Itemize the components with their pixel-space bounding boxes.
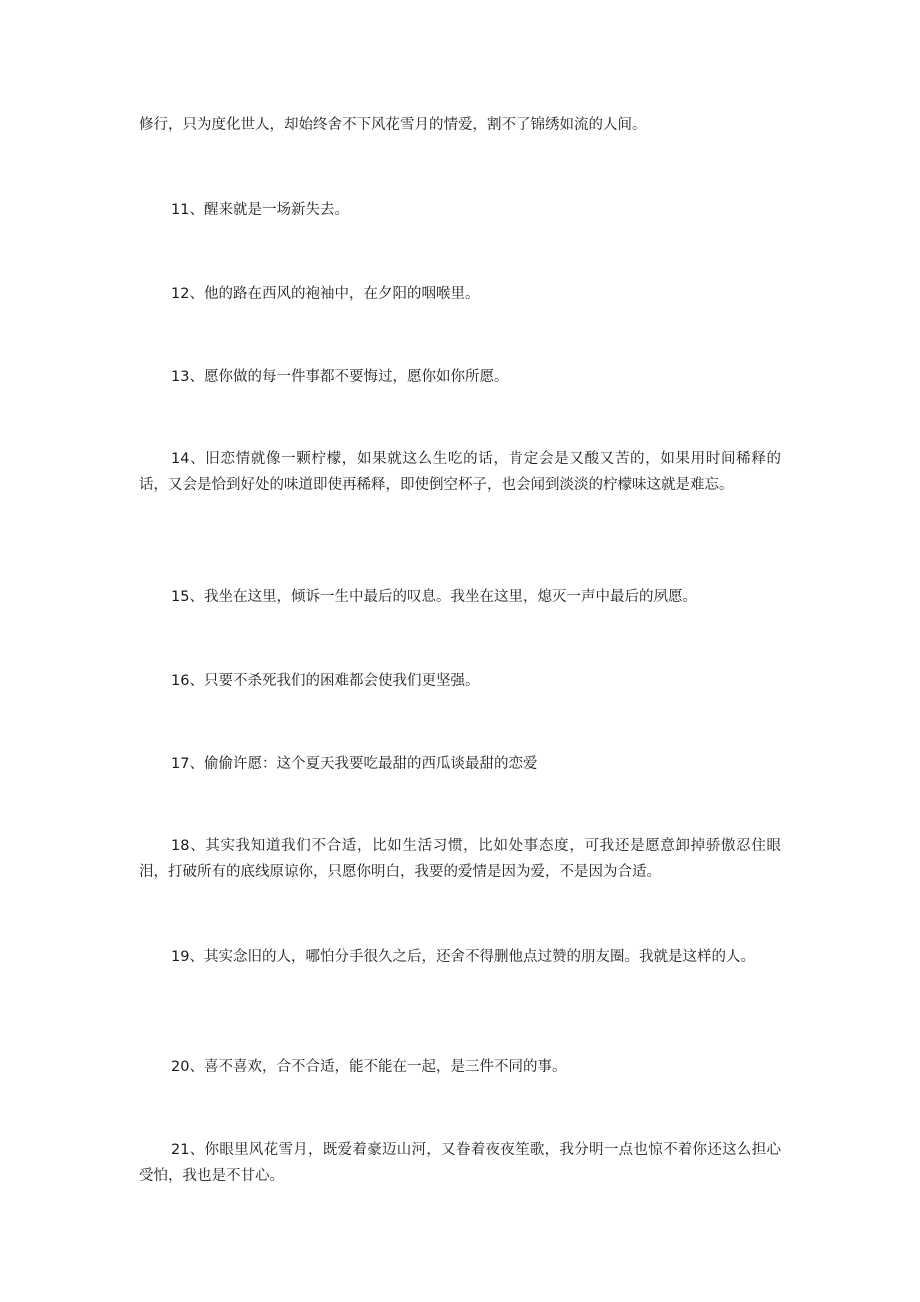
paragraph-item-12: 12、他的路在西风的袍袖中，在夕阳的咽喉里。 bbox=[171, 286, 480, 302]
paragraph-item-18: 18、其实我知道我们不合适，比如生活习惯，比如处事态度，可我还是愿意卸掉骄傲忍住眼泪，打破所有的底线原谅你，只愿你明白，我要的爱情是因为爱，不是因为合适。 bbox=[139, 838, 781, 880]
paragraph-item-19: 19、其实念旧的人，哪怕分手很久之后，还舍不得删他点过赞的朋友圈。我就是这样的人。 bbox=[171, 949, 755, 965]
paragraph-item-14: 14、旧恋情就像一颗柠檬，如果就这么生吃的话，肯定会是又酸又苦的，如果用时间稀释的话，又会是恰到好处的味道即使再稀释，即使倒空杯子，也会闻到淡淡的柠檬味这就是难忘。 bbox=[139, 451, 781, 493]
paragraph-item-16: 16、只要不杀死我们的困难都会使我们更坚强。 bbox=[171, 673, 480, 689]
paragraph-item-11: 11、醒来就是一场新失去。 bbox=[171, 202, 349, 218]
paragraph-item-20: 20、喜不喜欢，合不合适，能不能在一起，是三件不同的事。 bbox=[171, 1059, 567, 1075]
paragraph-item-13: 13、愿你做的每一件事都不要悔过，愿你如你所愿。 bbox=[171, 369, 509, 385]
paragraph-continuation: 修行，只为度化世人，却始终舍不下风花雪月的情爱，割不了锦绣如流的人间。 bbox=[139, 117, 647, 133]
paragraph-item-17: 17、偷偷许愿：这个夏天我要吃最甜的西瓜谈最甜的恋爱 bbox=[171, 756, 538, 772]
paragraph-item-15: 15、我坐在这里，倾诉一生中最后的叹息。我坐在这里，熄灭一声中最后的夙愿。 bbox=[171, 589, 697, 605]
paragraph-item-21: 21、你眼里风花雪月，既爱着豪迈山河，又眷着夜夜笙歌，我分明一点也惊不着你还这么担心受怕，我也是不甘心。 bbox=[139, 1142, 781, 1184]
